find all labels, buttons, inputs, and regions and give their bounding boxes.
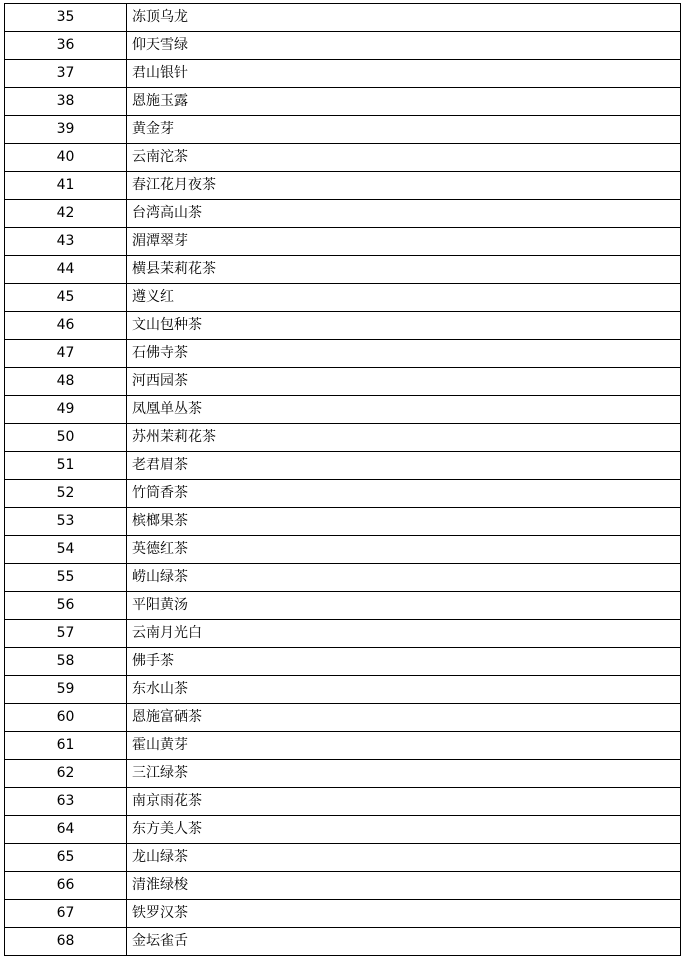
row-number-cell: 63 [5,788,127,816]
tea-name-cell: 东方美人茶 [127,816,681,844]
row-number-cell: 50 [5,424,127,452]
tea-name-cell: 冻顶乌龙 [127,4,681,32]
row-number-cell: 61 [5,732,127,760]
table-row [5,704,681,732]
tea-name-cell: 竹筒香茶 [127,480,681,508]
table-row [5,4,681,32]
table-row [5,900,681,928]
table-row [5,452,681,480]
table-row [5,844,681,872]
row-number-cell: 54 [5,536,127,564]
tea-name-cell: 凤凰单丛茶 [127,396,681,424]
tea-name-cell: 崂山绿茶 [127,564,681,592]
table-row [5,368,681,396]
row-number-cell: 64 [5,816,127,844]
row-number-cell: 46 [5,312,127,340]
table-row [5,424,681,452]
tea-name-cell: 仰天雪绿 [127,32,681,60]
row-number-cell: 37 [5,60,127,88]
row-number-cell: 35 [5,4,127,32]
tea-name-cell: 龙山绿茶 [127,844,681,872]
tea-name-cell: 云南月光白 [127,620,681,648]
row-number-cell: 52 [5,480,127,508]
row-number-cell: 36 [5,32,127,60]
tea-name-cell: 文山包种茶 [127,312,681,340]
table-row [5,396,681,424]
table-row [5,88,681,116]
tea-name-cell: 恩施玉露 [127,88,681,116]
tea-name-cell: 台湾高山茶 [127,200,681,228]
table-row [5,116,681,144]
tea-list-table-container [4,3,680,956]
row-number-cell: 67 [5,900,127,928]
tea-name-cell: 铁罗汉茶 [127,900,681,928]
table-row [5,228,681,256]
row-number-cell: 68 [5,928,127,956]
row-number-cell: 48 [5,368,127,396]
table-row [5,508,681,536]
tea-name-cell: 河西园茶 [127,368,681,396]
table-row [5,480,681,508]
tea-name-cell: 湄潭翠芽 [127,228,681,256]
tea-name-cell: 君山银针 [127,60,681,88]
table-row [5,312,681,340]
row-number-cell: 41 [5,172,127,200]
table-row [5,564,681,592]
table-row [5,816,681,844]
tea-name-cell: 霍山黄芽 [127,732,681,760]
table-row [5,620,681,648]
tea-name-cell: 佛手茶 [127,648,681,676]
table-row [5,760,681,788]
tea-name-cell: 东水山茶 [127,676,681,704]
row-number-cell: 39 [5,116,127,144]
table-row [5,60,681,88]
row-number-cell: 38 [5,88,127,116]
row-number-cell: 57 [5,620,127,648]
table-row [5,872,681,900]
row-number-cell: 56 [5,592,127,620]
table-row [5,172,681,200]
row-number-cell: 60 [5,704,127,732]
tea-name-cell: 南京雨花茶 [127,788,681,816]
tea-name-cell: 槟榔果茶 [127,508,681,536]
table-row [5,592,681,620]
row-number-cell: 62 [5,760,127,788]
row-number-cell: 58 [5,648,127,676]
row-number-cell: 53 [5,508,127,536]
tea-name-cell: 恩施富硒茶 [127,704,681,732]
tea-name-cell: 三江绿茶 [127,760,681,788]
tea-name-cell: 黄金芽 [127,116,681,144]
table-row [5,536,681,564]
table-row [5,928,681,956]
row-number-cell: 59 [5,676,127,704]
tea-name-cell: 金坛雀舌 [127,928,681,956]
table-row [5,256,681,284]
row-number-cell: 40 [5,144,127,172]
tea-name-cell: 苏州茉莉花茶 [127,424,681,452]
tea-list-table [4,3,681,956]
row-number-cell: 49 [5,396,127,424]
table-row [5,200,681,228]
table-row [5,676,681,704]
row-number-cell: 43 [5,228,127,256]
tea-name-cell: 春江花月夜茶 [127,172,681,200]
tea-name-cell: 石佛寺茶 [127,340,681,368]
table-row [5,648,681,676]
tea-name-cell: 平阳黄汤 [127,592,681,620]
tea-name-cell: 横县茉莉花茶 [127,256,681,284]
row-number-cell: 55 [5,564,127,592]
table-row [5,788,681,816]
table-row [5,732,681,760]
tea-name-cell: 英德红茶 [127,536,681,564]
table-row [5,284,681,312]
row-number-cell: 51 [5,452,127,480]
tea-name-cell: 清淮绿梭 [127,872,681,900]
tea-name-cell: 云南沱茶 [127,144,681,172]
row-number-cell: 45 [5,284,127,312]
row-number-cell: 65 [5,844,127,872]
table-row [5,340,681,368]
tea-name-cell: 遵义红 [127,284,681,312]
tea-name-cell: 老君眉茶 [127,452,681,480]
table-body [5,4,681,956]
row-number-cell: 66 [5,872,127,900]
row-number-cell: 44 [5,256,127,284]
table-row [5,32,681,60]
row-number-cell: 47 [5,340,127,368]
row-number-cell: 42 [5,200,127,228]
table-row [5,144,681,172]
